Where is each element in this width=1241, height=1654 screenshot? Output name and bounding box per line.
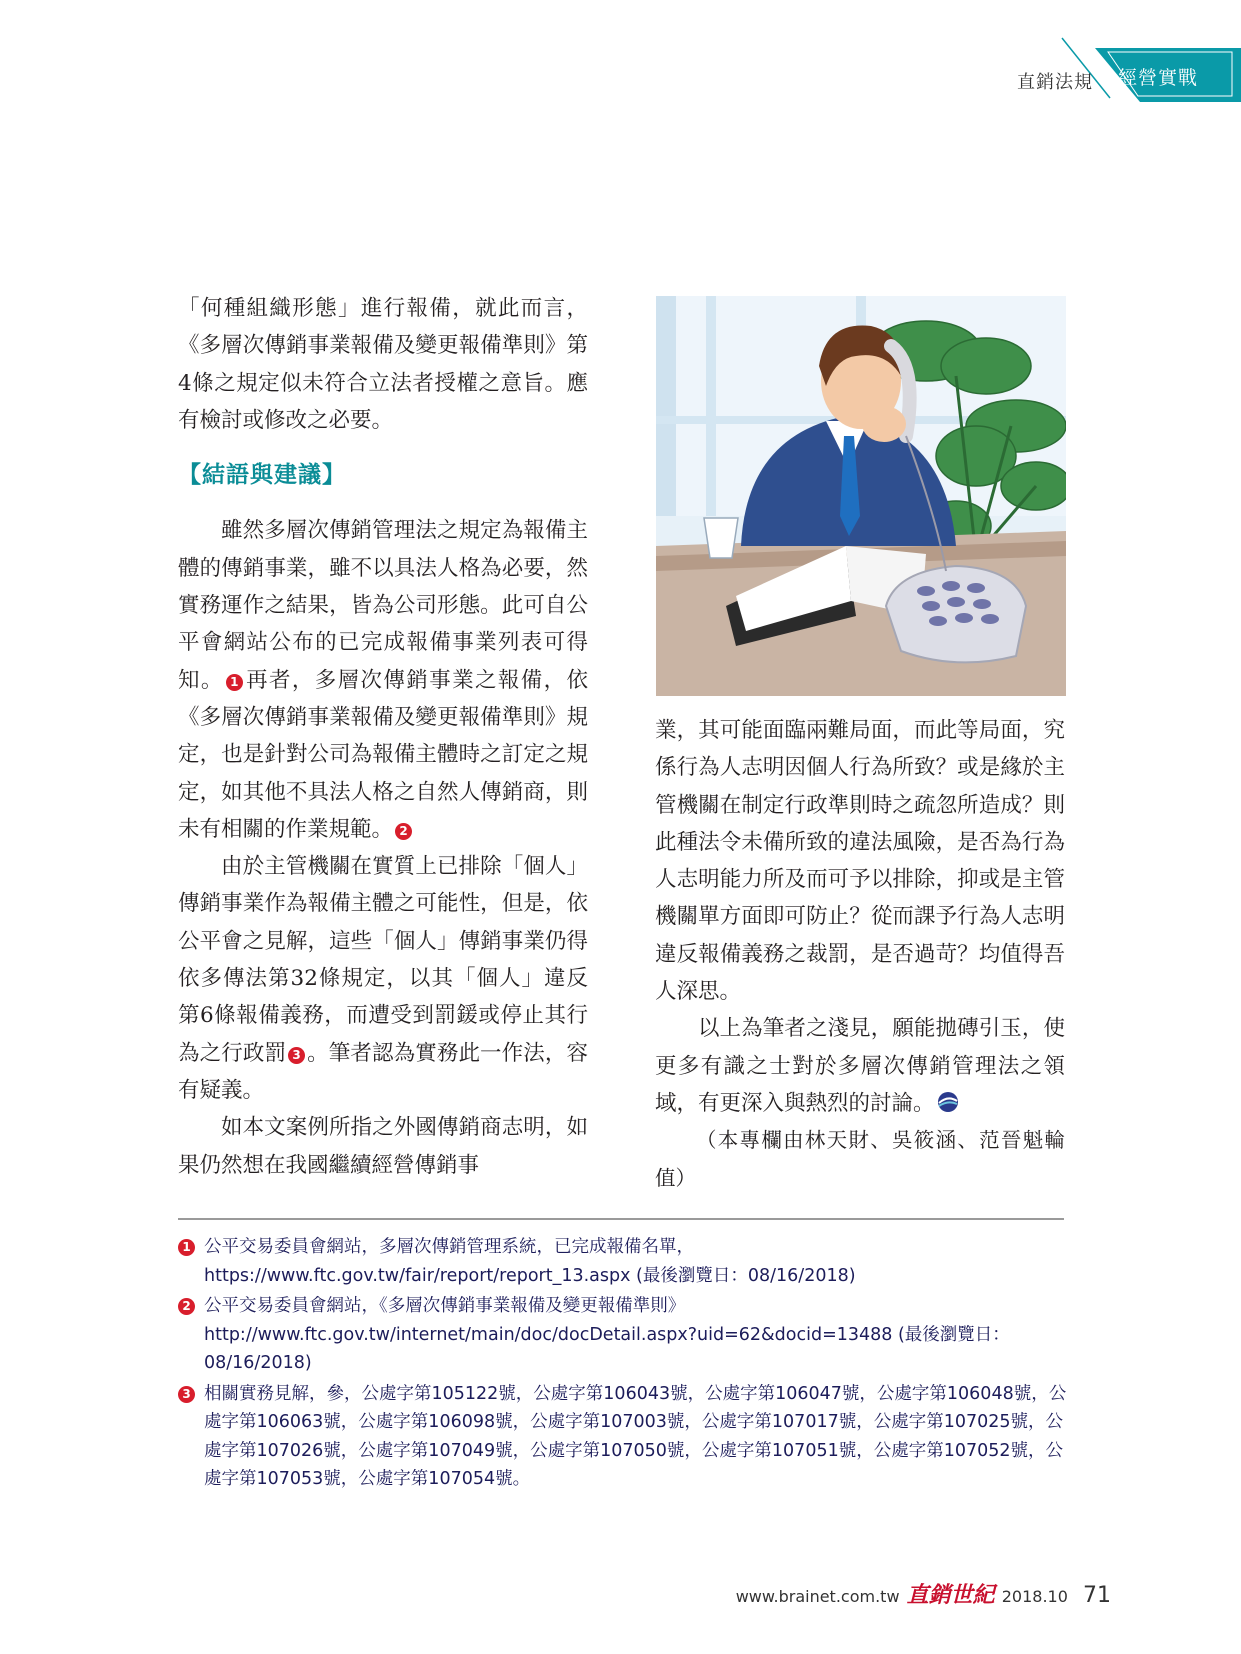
page-footer — [736, 1578, 1111, 1609]
footnote-marker-3[interactable]: 3 — [288, 1047, 305, 1064]
column-credit: （本專欄由林天財、吳筱涵、范晉魁輪值） — [655, 1128, 1065, 1190]
businessman-illustration — [656, 296, 1066, 696]
end-mark-icon — [937, 1091, 959, 1113]
footnote-text: 相關實務見解，參，公處字第105122號，公處字第106043號，公處字第106047號，公處字第106048號，公處字第106063號，公處字第106098號，公處字第107003號，公處字第107017號，公處字第107025號，公處字第107026號，公處字第107049號，公處字第107050號，公處字第107051號，公處字第107052號，公處字第107053號，公處字第107054號。 — [204, 1383, 1067, 1489]
footnote-divider — [178, 1218, 1064, 1220]
page-number: 71 — [1083, 1583, 1111, 1608]
footnote-3 — [178, 1380, 1068, 1494]
footnote-marker-1[interactable]: 1 — [226, 674, 243, 691]
paragraph-text: 雖然多層次傳銷管理法之規定為報備主體的傳銷事業，雖不以具法人格為必要，然實務運作之結果，皆為公司形態。此可自公平會網站公布的已完成報備事業列表可得知。 — [178, 518, 588, 693]
footnote-text: 公平交易委員會網站，多層次傳銷管理系統，已完成報備名單，https://www.ftc.gov.tw/fair/report/report_13.aspx (最後瀏覽日：08/16/2018) — [204, 1237, 856, 1286]
footnotes — [178, 1233, 1068, 1496]
column-label: 經營實戰 — [1118, 67, 1199, 89]
body-paragraph-3: 如本文案例所指之外國傳銷商志明，如果仍然想在我國繼續經營傳銷事 — [178, 1115, 588, 1178]
footnote-number: 2 — [178, 1298, 195, 1315]
magazine-logo: 直銷世紀 — [906, 1582, 995, 1608]
footnote-marker-2[interactable]: 2 — [395, 823, 412, 840]
right-column — [655, 712, 1065, 1197]
footer-url[interactable]: www.brainet.com.tw — [735, 1587, 900, 1606]
body-paragraph-2 — [178, 848, 588, 1109]
body-paragraph-4: 業，其可能面臨兩難局面，而此等局面，究係行為人志明因個人行為所致？或是緣於主管機關在制定行政準則時之疏忽所造成？則此種法令未備所致的違法風險，是否為行為人志明能力所及而可予以排除，抑或是主管機關單方面即可防止？從而課予行為人志明違反報備義務之裁罰，是否過苛？均值得吾人深思。 — [655, 718, 1065, 1005]
intro-paragraph: 「何種組織形態」進行報備，就此而言，《多層次傳銷事業報備及變更報備準則》第4條之規定似未符合立法者授權之意旨。應有檢討或修改之必要。 — [178, 296, 588, 433]
footnote-2 — [178, 1292, 1068, 1378]
page-header — [0, 0, 1241, 110]
paragraph-text: 以上為筆者之淺見，願能拋磚引玉，使更多有識之士對於多層次傳銷管理法之領域，有更深入與熱烈的討論。 — [655, 1016, 1065, 1116]
left-column — [178, 290, 588, 1184]
paragraph-text: 再者，多層次傳銷事業之報備，依《多層次傳銷事業報備及變更報備準則》規定，也是針對公司為報備主體時之訂定之規定，如其他不具法人格之自然人傳銷商，則未有相關的作業規範。 — [178, 667, 588, 842]
paragraph-text: 由於主管機關在實質上已排除「個人」傳銷事業作為報備主體之可能性，但是，依公平會之見解，這些「個人」傳銷事業仍得依多傳法第32條規定，以其「個人」違反第6條報備義務，而遭受到罰鍰或停止其行為之行政罰 — [178, 854, 588, 1066]
body-paragraph-5 — [655, 1010, 1065, 1122]
issue-date: 2018.10 — [1001, 1587, 1068, 1606]
footnote-1 — [178, 1233, 1068, 1290]
footnote-number: 1 — [178, 1239, 195, 1256]
section-label: 直銷法規 — [1017, 72, 1093, 93]
body-paragraph-1 — [178, 512, 588, 848]
footnote-number: 3 — [178, 1386, 195, 1403]
paragraph-text: 。筆者認為實務此一作法，容有疑義。 — [178, 1040, 588, 1103]
footnote-text: 公平交易委員會網站，《多層次傳銷事業報備及變更報備準則》http://www.ftc.gov.tw/internet/main/doc/docDetail.aspx?uid=62&docid=13488 (最後瀏覽日：08/16/2018) — [204, 1296, 1010, 1373]
section-heading: 【結語與建議】 — [178, 462, 346, 489]
